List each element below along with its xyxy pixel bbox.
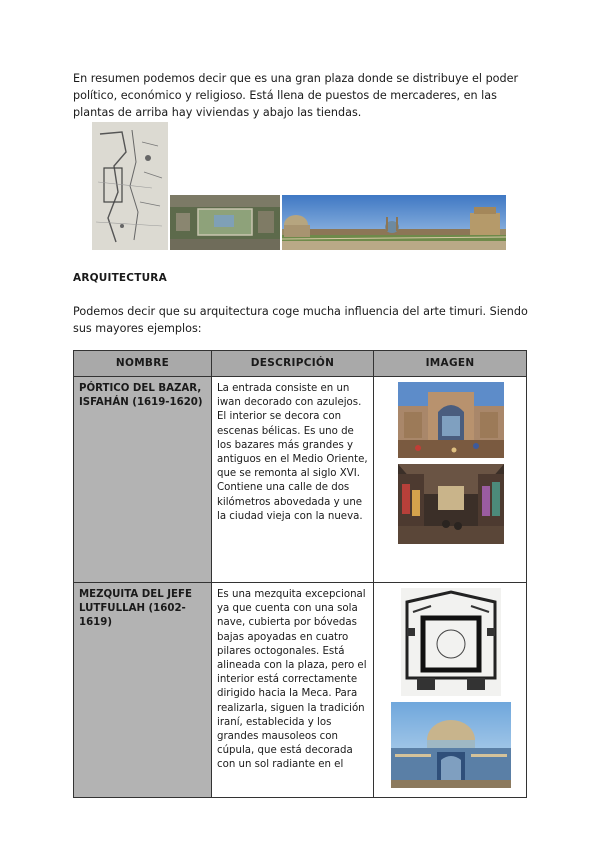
row-name: PÓRTICO DEL BAZAR, ISFAHÁN (1619-1620) [74, 377, 212, 583]
header-imagen: IMAGEN [374, 351, 527, 377]
row-name: MEZQUITA DEL JEFE LUTFULLAH (1602-1619) [74, 583, 212, 798]
table-row [74, 583, 527, 798]
architecture-table [73, 350, 527, 798]
header-descripcion: DESCRIPCIÓN [212, 351, 374, 377]
mezquita-exterior-image [391, 702, 511, 788]
bazar-portico-image [398, 382, 504, 458]
architecture-paragraph: Podemos decir que su arquitectura coge mucha influencia del arte timuri. Siendo sus mayores ejemplos: [73, 305, 528, 335]
table-header-row [74, 351, 527, 377]
mezquita-floorplan-image [401, 588, 501, 696]
header-nombre: NOMBRE [74, 351, 212, 377]
plaza-map-image [92, 122, 168, 250]
row-images [374, 583, 527, 798]
table-row [74, 377, 527, 583]
plaza-aerial-image [170, 195, 280, 250]
intro-paragraph: En resumen podemos decir que es una gran plaza donde se distribuye el poder político, económico y religioso. Está llena de puestos de mercaderes, en las plantas de arriba hay viviendas y abajo las tiendas. [73, 72, 519, 119]
bazar-interior-image [398, 464, 504, 544]
row-images [374, 377, 527, 583]
row-description: Es una mezquita excepcional ya que cuenta con una sola nave, cubierta por bóvedas bajas apoyadas en cuatro pilares octogonales. Está alineada con la plaza, pero el interior está correctamente dirigido hacia la Meca. Para realizarla, siguen la tradición iraní, establecida y los grandes mausoleos con cúpula, que está decorada con un sol radiante en el [212, 583, 374, 798]
row-description: La entrada consiste en un iwan decorado con azulejos. El interior se decora con escenas bélicas. Es uno de los bazares más grandes y antiguos en el Medio Oriente, que se remonta al siglo XVI. Contiene una calle de dos kilómetros abovedada y une la ciudad vieja con la nueva. [212, 377, 374, 583]
plaza-panorama-image [282, 195, 506, 250]
section-heading: ARQUITECTURA [73, 272, 167, 284]
